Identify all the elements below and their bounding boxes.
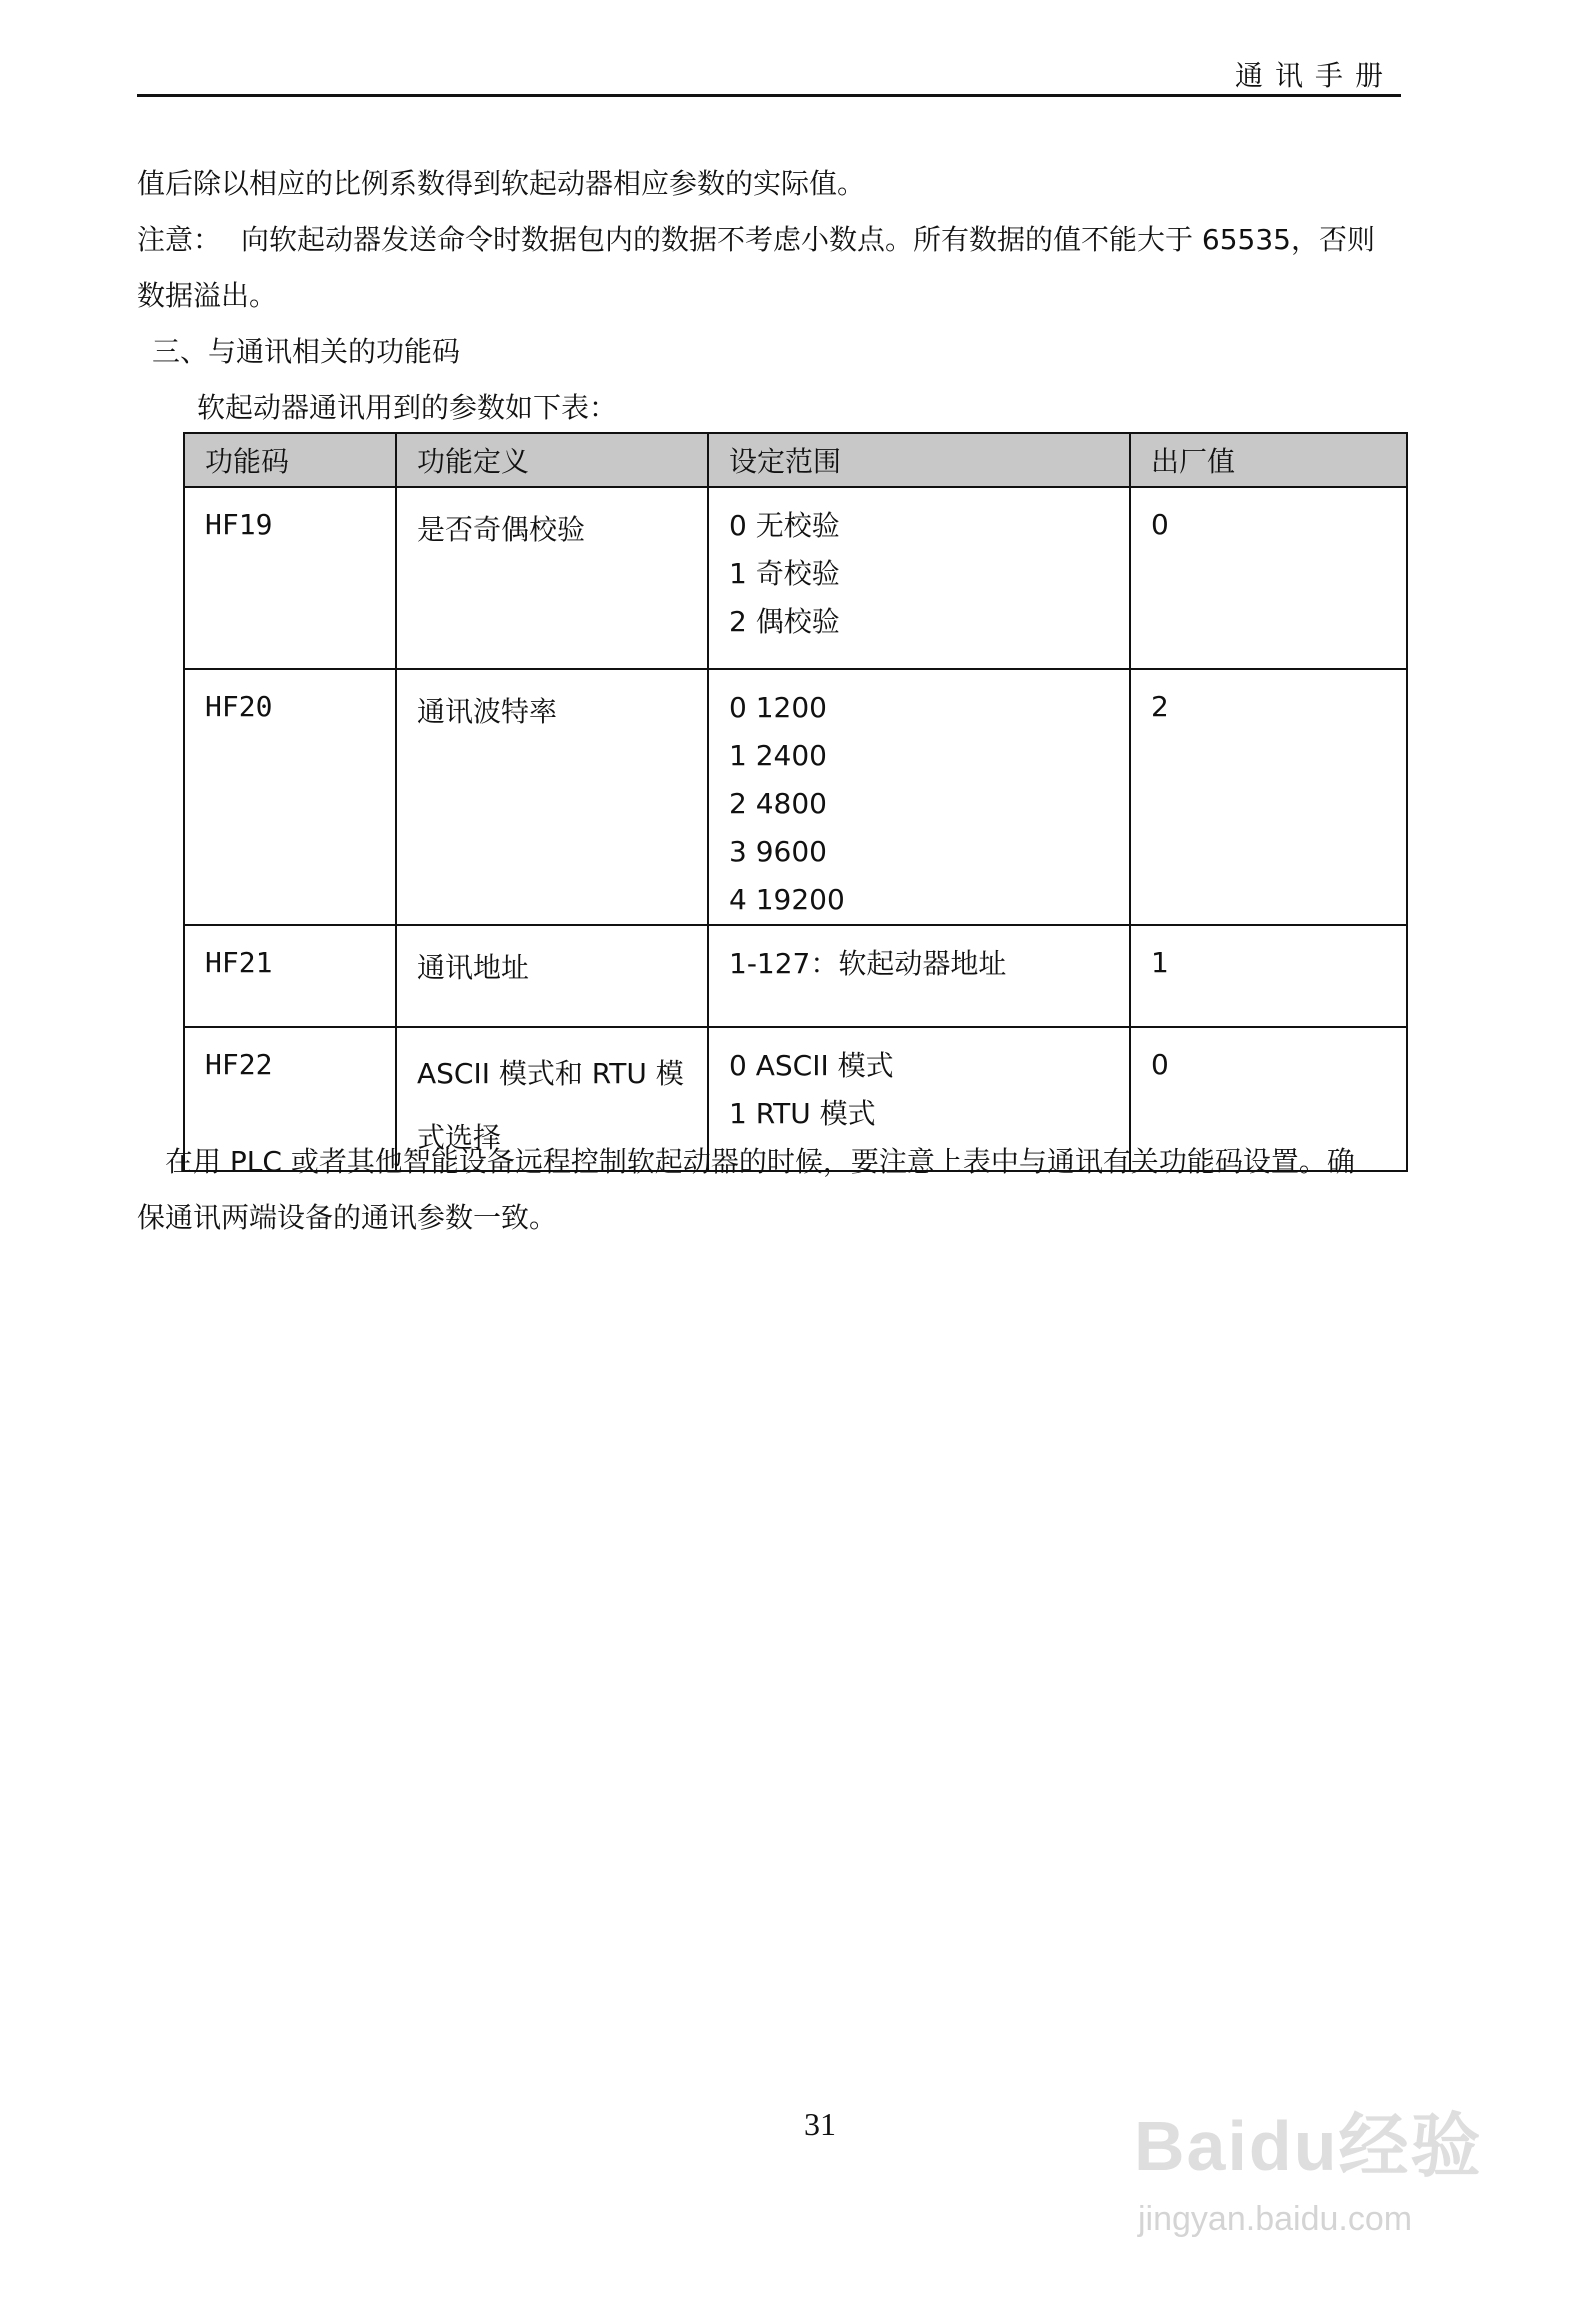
page-number: 31 — [804, 2106, 836, 2142]
table-row — [184, 669, 1407, 925]
closing-paragraph — [165, 1134, 1465, 1190]
range-option: 0 无校验 — [729, 509, 840, 542]
range-option: 4 19200 — [729, 883, 845, 916]
closing-line2: 保通讯两端设备的通讯参数一致。 — [137, 1201, 558, 1234]
range-cell — [708, 925, 1130, 1027]
range-option: 2 4800 — [729, 787, 827, 820]
range-option: 2 偶校验 — [729, 605, 840, 638]
function-code-cell: HF20 — [184, 669, 396, 925]
range-option: 0 1200 — [729, 691, 827, 724]
function-code-cell: HF22 — [184, 1027, 396, 1171]
range-option: 1-127：软起动器地址 — [729, 947, 1007, 980]
header-rule — [137, 94, 1401, 97]
header-factory-default: 出厂值 — [1130, 433, 1407, 487]
note-text-line2: 数据溢出。 — [137, 279, 278, 312]
definition-line: ASCII 模式和 RTU 模 — [417, 1057, 684, 1090]
default-value-cell: 2 — [1130, 669, 1407, 925]
header-setting-range: 设定范围 — [708, 433, 1130, 487]
continuation-paragraph: 值后除以相应的比例系数得到软起动器相应参数的实际值。 — [137, 167, 866, 200]
range-option: 1 奇校验 — [729, 557, 840, 590]
range-option: 1 2400 — [729, 739, 827, 772]
note-text-line1: 向软起动器发送命令时数据包内的数据不考虑小数点。所有数据的值不能大于 65535，否则 — [241, 223, 1375, 256]
definition-cell: 通讯波特率 — [396, 669, 708, 925]
page-header-title: 通讯手册 — [1235, 59, 1396, 92]
note-paragraph — [137, 212, 1462, 324]
header-function-code: 功能码 — [184, 433, 396, 487]
table-row — [184, 925, 1407, 1027]
baidu-watermark-logo: Baidu经验 — [1134, 2107, 1483, 2185]
section-heading: 三、与通讯相关的功能码 — [152, 335, 461, 368]
definition-cell: 通讯地址 — [396, 925, 708, 1027]
closing-paragraph-continued — [137, 1190, 1462, 1246]
function-code-cell: HF21 — [184, 925, 396, 1027]
range-cell — [708, 669, 1130, 925]
note-label: 注意： — [137, 223, 222, 256]
table-row — [184, 487, 1407, 669]
definition-cell: 是否奇偶校验 — [396, 487, 708, 669]
table-header-row — [184, 433, 1407, 487]
parameter-table — [183, 432, 1408, 1172]
range-option: 1 RTU 模式 — [729, 1097, 876, 1130]
range-cell — [708, 487, 1130, 669]
range-option: 3 9600 — [729, 835, 827, 868]
watermark-url: jingyan.baidu.com — [1138, 2200, 1413, 2238]
default-value-cell: 0 — [1130, 487, 1407, 669]
header-function-definition: 功能定义 — [396, 433, 708, 487]
definition-line: 式选择 — [417, 1121, 502, 1154]
range-option: 0 ASCII 模式 — [729, 1049, 894, 1082]
function-code-cell: HF19 — [184, 487, 396, 669]
table-intro: 软起动器通讯用到的参数如下表： — [197, 391, 618, 424]
default-value-cell: 0 — [1130, 1027, 1407, 1171]
closing-line1: 在用 PLC 或者其他智能设备远程控制软起动器的时候，要注意上表中与通讯有关功能码设置。确 — [165, 1145, 1355, 1178]
default-value-cell: 1 — [1130, 925, 1407, 1027]
